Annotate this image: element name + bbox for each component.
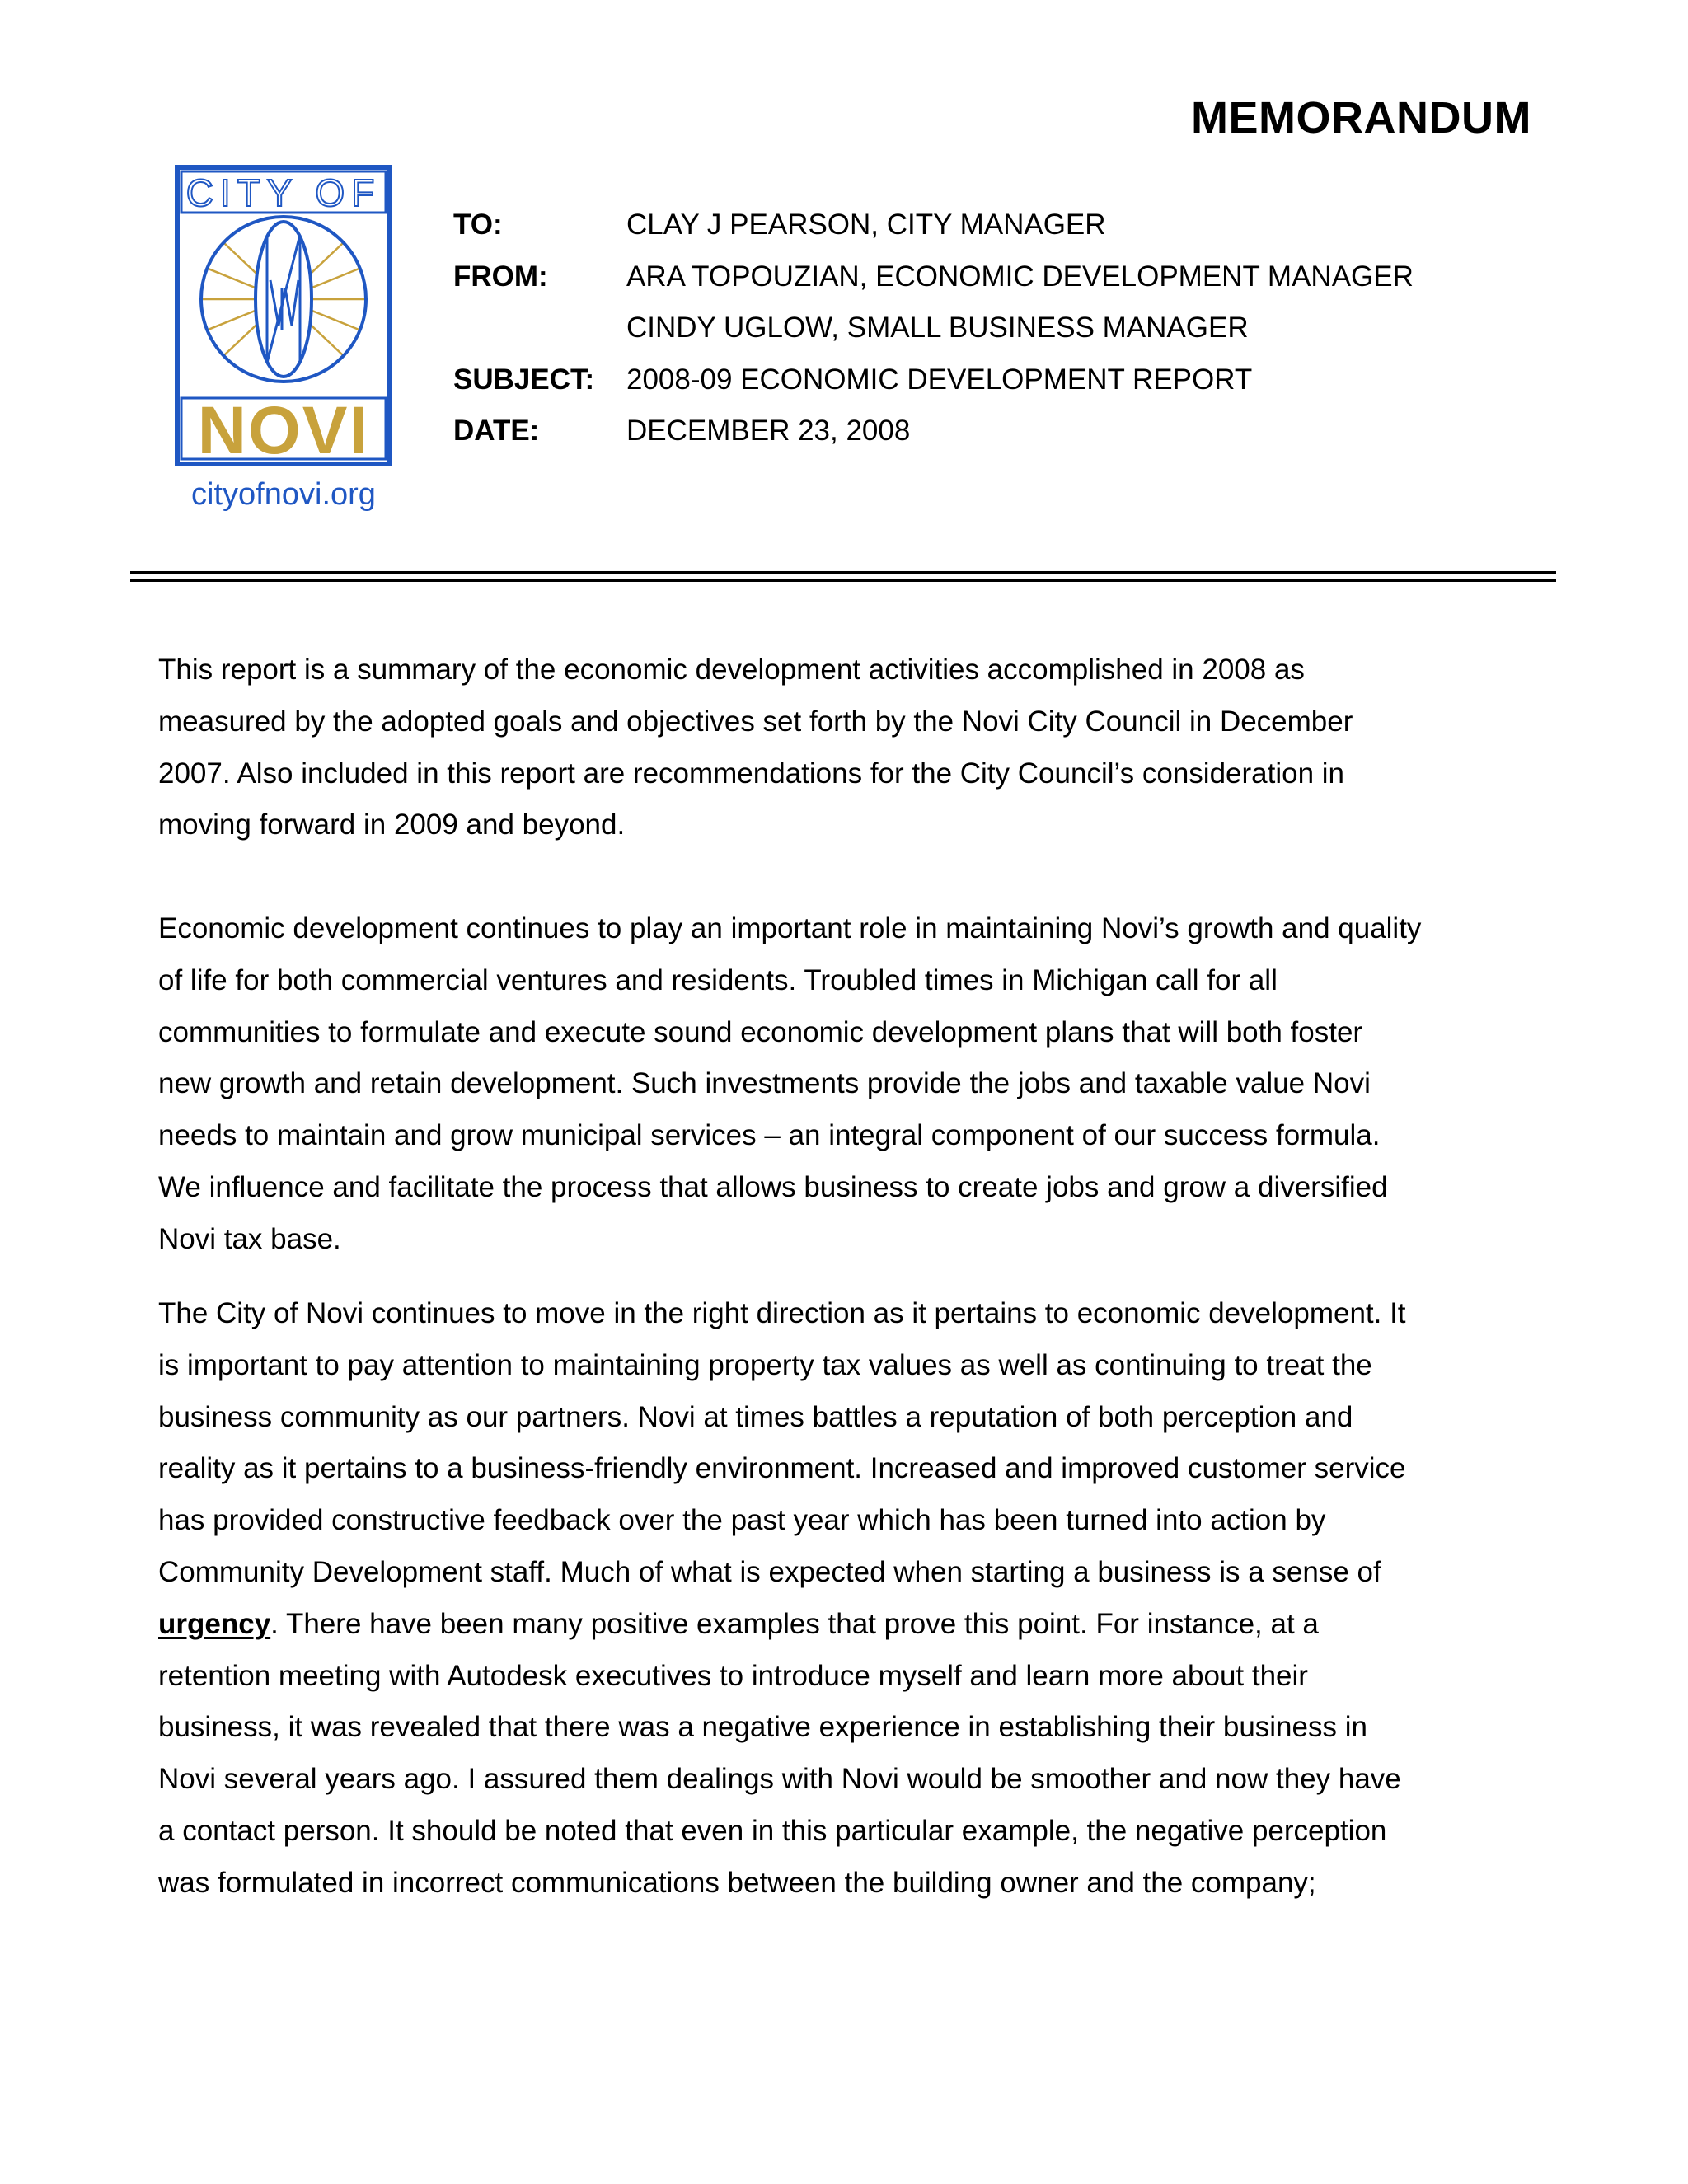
logo-url-text: cityofnovi.org [191, 477, 376, 511]
paragraph-3-line: a contact person. It should be noted that even in this particular example, the negative perception [158, 1814, 1387, 1847]
paragraph-1-line: 2007. Also included in this report are recommendations for the City Council’s consideration in [158, 757, 1345, 790]
paragraph-3-line: business community as our partners. Novi at times battles a reputation of both perception and [158, 1400, 1353, 1433]
paragraph-3-line: was formulated in incorrect communications between the building owner and the company; [158, 1866, 1316, 1899]
paragraph-3-line: retention meeting with Autodesk executives to introduce myself and learn more about their [158, 1659, 1308, 1692]
to-value: CLAY J PEARSON, CITY MANAGER [626, 209, 1106, 241]
urgency-emphasis: urgency [158, 1607, 271, 1640]
paragraph-1-line: This report is a summary of the economic development activities accomplished in 2008 as [158, 654, 1305, 686]
subject-label: SUBJECT: [453, 363, 595, 396]
from-value-1: ARA TOPOUZIAN, ECONOMIC DEVELOPMENT MANAGER [626, 260, 1414, 293]
paragraph-3-emphasis-line [158, 1599, 1535, 1651]
paragraph-2-line: communities to formulate and execute sound economic development plans that will both foster [158, 1015, 1363, 1048]
paragraph-2-line: needs to maintain and grow municipal services – an integral component of our success formula. [158, 1119, 1381, 1152]
city-of-novi-logo [175, 165, 399, 511]
paragraph-1-line: moving forward in 2009 and beyond. [158, 808, 626, 841]
from-row [453, 251, 1414, 303]
header-divider-top [130, 571, 1556, 574]
from-row-2 [453, 302, 1414, 354]
paragraph-2-line: Novi tax base. [158, 1222, 341, 1255]
date-row [453, 405, 1414, 457]
date-label: DATE: [453, 415, 540, 448]
to-label: TO: [453, 209, 503, 241]
paragraph-3 [158, 1288, 1535, 1910]
logo-novi-text: NOVI [197, 393, 370, 468]
memo-header [453, 199, 1414, 457]
paragraph-1-line: measured by the adopted goals and objectives set forth by the Novi City Council in December [158, 705, 1353, 738]
paragraph-2-line: new growth and retain development. Such investments provide the jobs and taxable value Novi [158, 1067, 1371, 1100]
paragraph-3-line: reality as it pertains to a business-friendly environment. Increased and improved customer service [158, 1452, 1406, 1485]
logo-city-of-text: CITY OF [185, 171, 382, 214]
paragraph-3-line: business, it was revealed that there was a negative experience in establishing their business in [158, 1711, 1367, 1744]
paragraph-3-line: is important to pay attention to maintaining property tax values as well as continuing to treat the [158, 1348, 1372, 1381]
from-label: FROM: [453, 260, 548, 293]
paragraph-3-line: The City of Novi continues to move in the right direction as it pertains to economic development. It [158, 1297, 1406, 1329]
paragraph-3-line: Community Development staff. Much of what is expected when starting a business is a sense of [158, 1555, 1381, 1588]
to-row [453, 199, 1414, 251]
paragraph-2-line: We influence and facilitate the process that allows business to create jobs and grow a diversified [158, 1170, 1388, 1203]
from-value-2: CINDY UGLOW, SMALL BUSINESS MANAGER [626, 312, 1249, 344]
paragraph-3-line: Novi several years ago. I assured them dealings with Novi would be smoother and now they have [158, 1763, 1401, 1796]
subject-row [453, 354, 1414, 406]
paragraph-2-line: of life for both commercial ventures and residents. Troubled times in Michigan call for all [158, 963, 1278, 996]
urgency-continuation: . There have been many positive examples that prove this point. For instance, at a [270, 1607, 1319, 1640]
subject-value: 2008-09 ECONOMIC DEVELOPMENT REPORT [626, 363, 1253, 396]
memo-title: MEMORANDUM [1191, 93, 1531, 143]
paragraph-3-line: has provided constructive feedback over the past year which has been turned into action by [158, 1504, 1326, 1537]
paragraph-2 [158, 903, 1535, 1266]
paragraph-1 [158, 644, 1535, 851]
header-divider-bottom [130, 579, 1556, 582]
paragraph-2-line: Economic development continues to play an important role in maintaining Novi’s growth and quality [158, 912, 1422, 944]
date-value: DECEMBER 23, 2008 [626, 415, 911, 448]
